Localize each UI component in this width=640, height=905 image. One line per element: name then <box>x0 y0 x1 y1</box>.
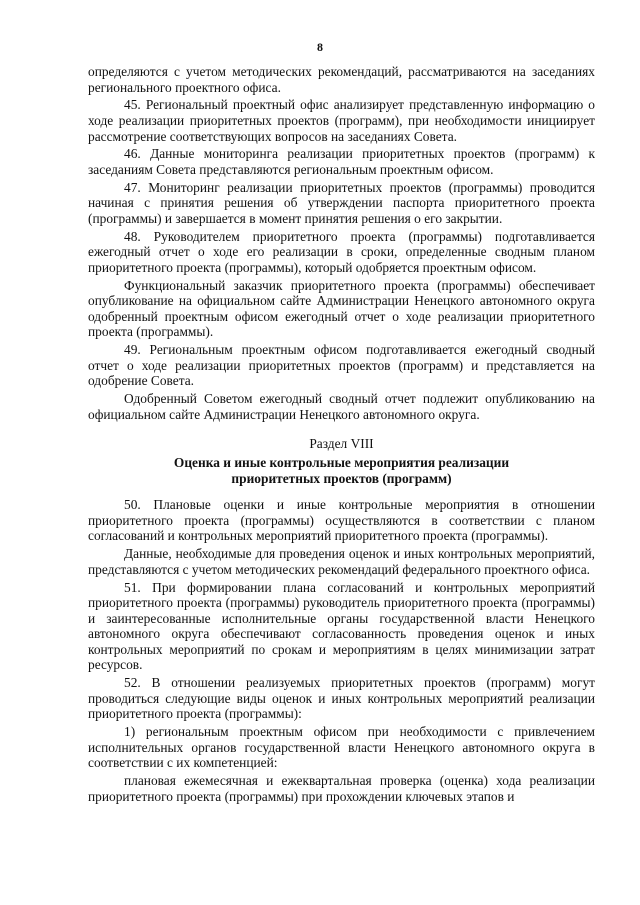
paragraph: Одобренный Советом ежегодный сводный отчет подлежит опубликованию на официальном сайте Администрации Ненецкого автономного округа. <box>88 391 595 422</box>
paragraph: Данные, необходимые для проведения оценок и иных контрольных мероприятий, представляются с учетом методических рекомендаций федерального проектного офиса. <box>88 546 595 577</box>
paragraphs-after-section <box>88 497 595 804</box>
paragraph: 52. В отношении реализуемых приоритетных проектов (программ) могут проводиться следующие виды оценок и иных контрольных мероприятий реализации приоритетного проекта (программы): <box>88 675 595 722</box>
paragraph: 1) региональным проектным офисом при необходимости с привлечением исполнительных органов государственной власти Ненецкого автономного округа в соответствии с их компетенцией: <box>88 724 595 771</box>
paragraph: 46. Данные мониторинга реализации приоритетных проектов (программ) к заседаниям Совета представляются региональным проектным офисом. <box>88 146 595 177</box>
paragraph: определяются с учетом методических рекомендаций, рассматриваются на заседаниях регионального проектного офиса. <box>88 64 595 95</box>
paragraph: 45. Региональный проектный офис анализирует представленную информацию о ходе реализации приоритетных проектов (программ), при необходимости инициирует рассмотрение соответствующих вопросов на заседаниях Совета. <box>88 97 595 144</box>
paragraph: 47. Мониторинг реализации приоритетных проектов (программы) проводится начиная с принятия решения об утверждении паспорта приоритетного проекта (программы) и завершается в момент принятия решения о его закрытии. <box>88 179 595 226</box>
paragraph: 49. Региональным проектным офисом подготавливается ежегодный сводный отчет о ходе реализации приоритетных проектов (программ) и представляется на одобрение Совета. <box>88 342 595 389</box>
page-number: 8 <box>317 40 323 54</box>
paragraph: 50. Плановые оценки и иные контрольные мероприятия в отношении приоритетного проекта (программы) осуществляются в соответствии с планом согласований и контрольных мероприятий приоритетного проекта (программы). <box>88 497 595 544</box>
section-heading <box>88 436 595 486</box>
document-body <box>88 64 595 807</box>
section-label: Раздел VIII <box>309 436 374 452</box>
paragraph: 48. Руководителем приоритетного проекта (программы) подготавливается ежегодный отчет о ходе его реализации в сроки, определенные сводным планом приоритетного проекта (программы), который одобряется проектным офисом. <box>88 228 595 275</box>
paragraphs-before-section <box>88 64 595 422</box>
section-title: Оценка и иные контрольные мероприятия реализации приоритетных проектов (программ) <box>173 454 510 486</box>
paragraph: плановая ежемесячная и ежеквартальная проверка (оценка) хода реализации приоритетного проекта (программы) при прохождении ключевых этапов и <box>88 773 595 804</box>
paragraph: Функциональный заказчик приоритетного проекта (программы) обеспечивает опубликование на официальном сайте Администрации Ненецкого автономного округа одобренный проектным офисом ежегодный отчет о ходе реализации приоритетного проекта (программы). <box>88 277 595 340</box>
paragraph: 51. При формировании плана согласований и контрольных мероприятий приоритетного проекта (программы) руководитель приоритетного проекта (программы) и заинтересованные исполнительные органы государственной власти Ненецкого автономного округа обеспечивают согласованность проведения оценок и иных контрольных мероприятий по срокам и мероприятиям в целях минимизации затрат ресурсов. <box>88 579 595 673</box>
